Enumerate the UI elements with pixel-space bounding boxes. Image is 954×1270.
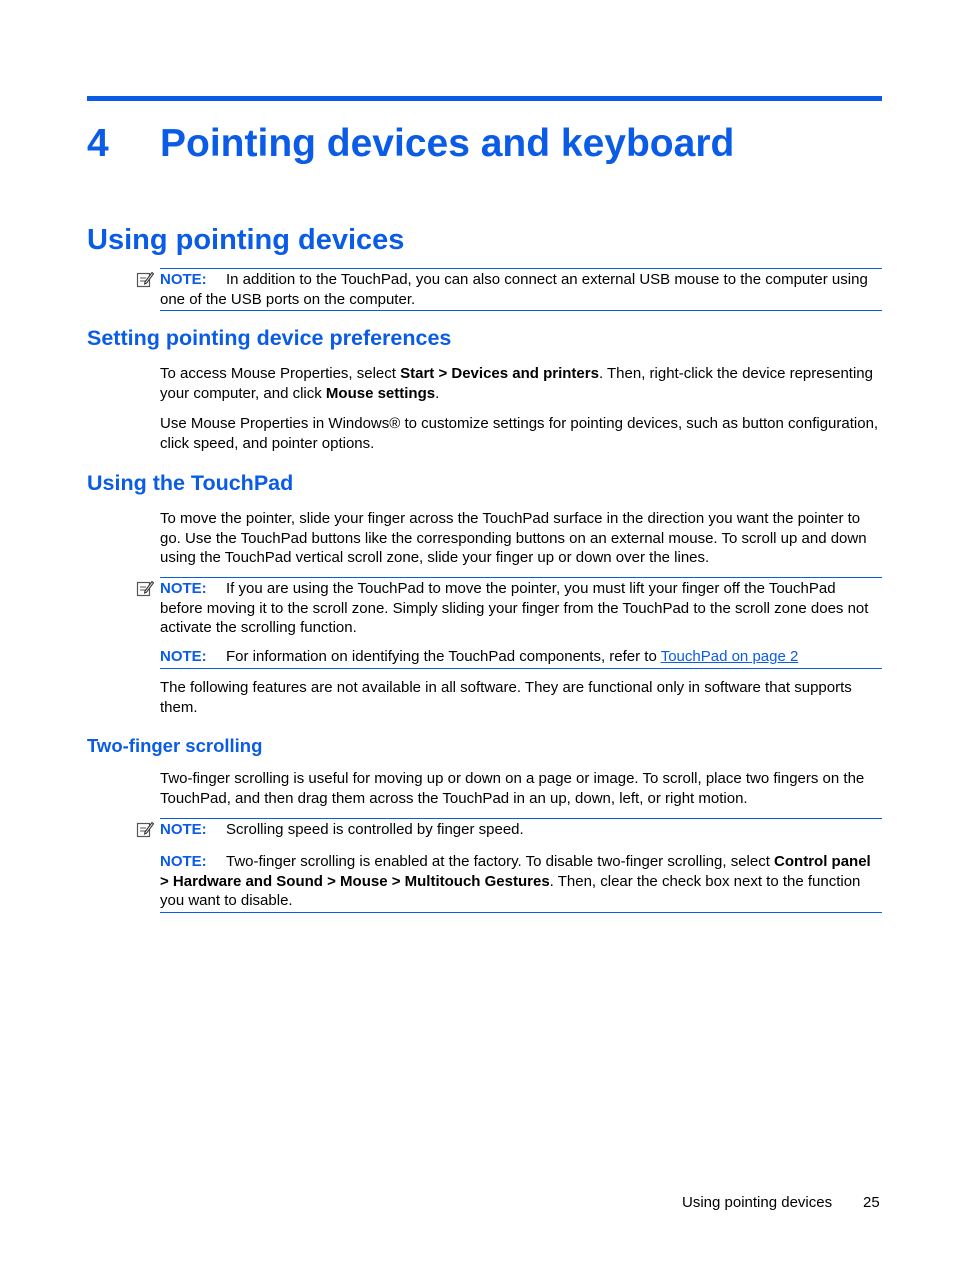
note-usb-mouse (160, 268, 882, 311)
paragraph-touchpad-2: The following features are not available in all software. They are functional only in software that supports them. (160, 679, 852, 716)
text-run: . Then, right-click the device representing your computer, and click (160, 365, 873, 402)
chapter-title-text: Pointing devices and keyboard (160, 122, 735, 165)
note-label: NOTE: (160, 853, 207, 870)
note-pencil-icon (136, 820, 154, 838)
note-label: NOTE: (160, 821, 207, 838)
note-label: NOTE: (160, 580, 207, 597)
text-run: . Then, clear the check box next to the function you want to disable. (160, 872, 861, 909)
bold-run: Start > Devices and printers (400, 365, 599, 382)
paragraph-preferences-1 (160, 364, 882, 403)
chapter-number: 4 (87, 122, 109, 165)
section-title: Using pointing devices (87, 224, 405, 256)
note-text: For information on identifying the TouchPad components, refer to (226, 648, 661, 665)
paragraph-touchpad-1: To move the pointer, slide your finger across the TouchPad surface in the direction you want the pointer to go. Use the TouchPad buttons like the corresponding buttons on an external mouse. To scroll up and down using the TouchPad vertical scroll zone, slide your finger up or down over the lines. (160, 510, 867, 566)
note-text: Scrolling speed is controlled by finger speed. (226, 821, 524, 838)
text-run: Two-finger scrolling is enabled at the factory. To disable two-finger scrolling, select (226, 853, 775, 870)
bold-run: Control panel > Hardware and Sound > Mouse > Multitouch Gestures (160, 853, 871, 890)
note-text: If you are using the TouchPad to move the pointer, you must lift your finger off the TouchPad before moving it to the scroll zone. Simply sliding your finger from the TouchPad to the scroll zone does not activate the scrolling function. (160, 580, 869, 636)
note-scroll-zone (160, 577, 882, 639)
heading-two-finger-scrolling: Two-finger scrolling (87, 735, 263, 756)
heading-preferences: Setting pointing device preferences (87, 326, 452, 350)
text-run: To access Mouse Properties, select (160, 365, 401, 382)
note-pencil-icon (136, 270, 154, 288)
note-scrolling-speed (160, 818, 882, 841)
paragraph-preferences-2: Use Mouse Properties in Windows® to customize settings for pointing devices, such as button configuration, click speed, and pointer options. (160, 415, 879, 452)
note-disable-two-finger (160, 852, 882, 913)
touchpad-page-link[interactable]: TouchPad on page 2 (660, 648, 799, 665)
note-touchpad-components (160, 647, 882, 669)
chapter-rule (87, 96, 882, 101)
chapter-title (87, 120, 734, 168)
note-label: NOTE: (160, 648, 207, 665)
note-label: NOTE: (160, 271, 207, 288)
footer-page-number: 25 (863, 1194, 880, 1211)
heading-touchpad: Using the TouchPad (87, 471, 294, 495)
text-run: . (435, 384, 440, 402)
paragraph-two-finger-1: Two-finger scrolling is useful for moving up or down on a page or image. To scroll, place two fingers on the TouchPad, and then drag them across the TouchPad in an up, down, left, or right motion. (160, 770, 865, 807)
bold-run: Mouse settings (325, 384, 436, 402)
footer-section-title: Using pointing devices (682, 1194, 833, 1211)
note-text: In addition to the TouchPad, you can also connect an external USB mouse to the computer using one of the USB ports on the computer. (160, 271, 868, 308)
note-pencil-icon (136, 579, 154, 597)
